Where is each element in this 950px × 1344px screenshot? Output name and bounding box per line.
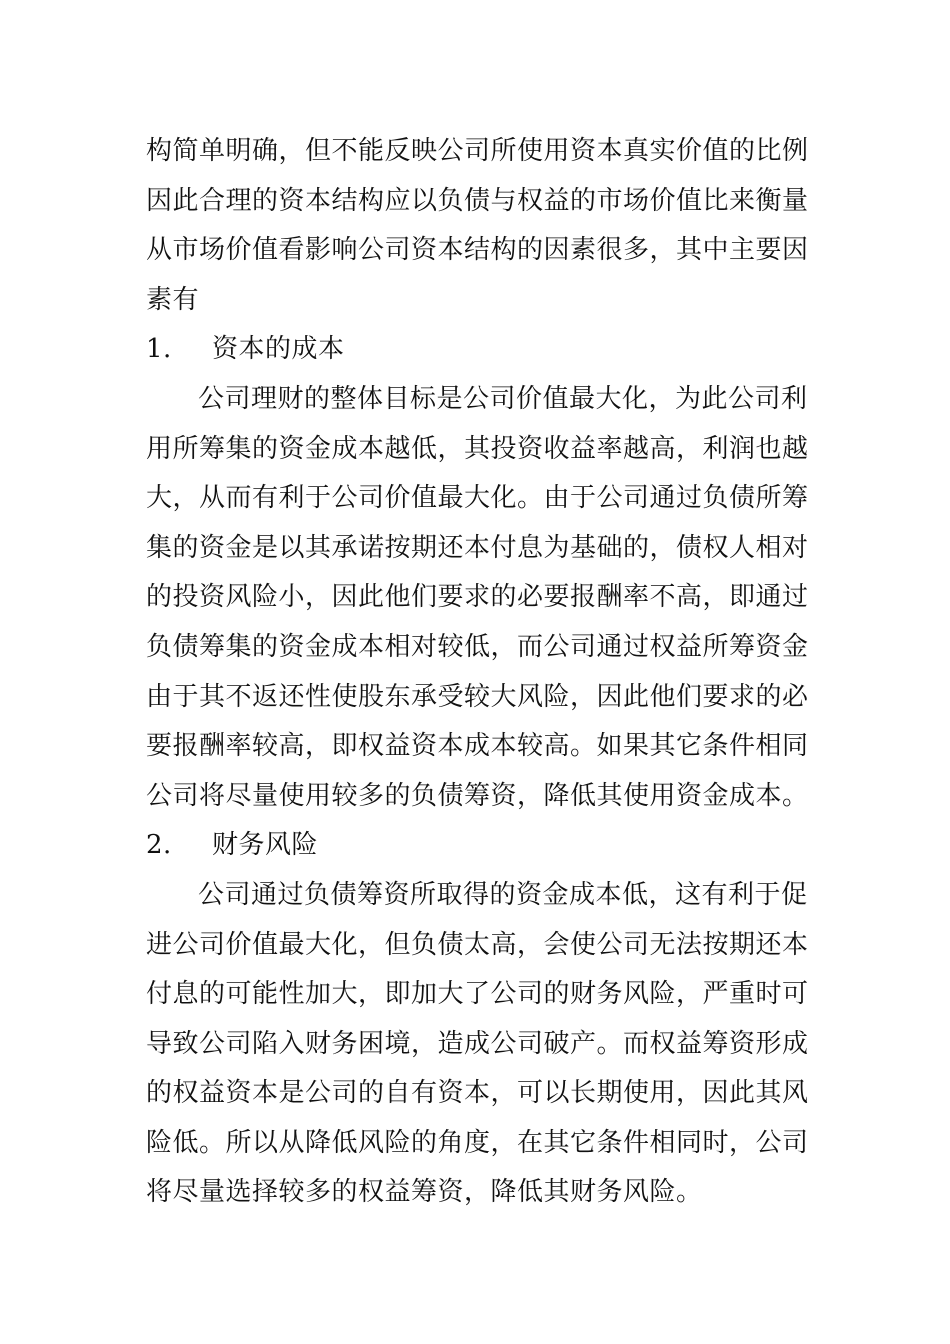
section-title: 财务风险: [212, 830, 319, 861]
paragraph-line: 要报酬率较高，即权益资本成本较高。如果其它条件相同: [146, 731, 809, 762]
paragraph-line: 公司理财的整体目标是公司价值最大化，为此公司利: [198, 383, 808, 414]
paragraph-line: 公司通过负债筹资所取得的资金成本低，这有利于促: [198, 879, 808, 910]
document-body: [146, 127, 811, 1218]
paragraph-line: 大，从而有利于公司价值最大化。由于公司通过负债所筹: [146, 483, 809, 514]
paragraph-line: 由于其不返还性使股东承受较大风险，因此他们要求的必: [146, 681, 809, 712]
paragraph-line: 将尽量选择较多的权益筹资，降低其财务风险。: [146, 1177, 703, 1208]
paragraph-line: 从市场价值看影响公司资本结构的因素很多，其中主要因: [146, 235, 809, 266]
section-title: 资本的成本: [212, 334, 345, 365]
paragraph-line: 险低。所以从降低风险的角度，在其它条件相同时，公司: [146, 1127, 809, 1158]
section-number: 1.: [146, 334, 172, 365]
paragraph-line: 用所筹集的资金成本越低，其投资收益率越高，利润也越: [146, 433, 809, 464]
section-heading-2: [146, 821, 811, 871]
paragraph-line: 负债筹集的资金成本相对较低，而公司通过权益所筹资金: [146, 631, 809, 662]
paragraph-line: 集的资金是以其承诺按期还本付息为基础的，债权人相对: [146, 532, 809, 563]
paragraph-line: 的投资风险小，因此他们要求的必要报酬率不高，即通过: [146, 582, 809, 613]
paragraph-line: 的权益资本是公司的自有资本，可以长期使用，因此其风: [146, 1078, 809, 1109]
paragraph-line: 公司将尽量使用较多的负债筹资，降低其使用资金成本。: [146, 780, 809, 811]
paragraph-line: 素有: [146, 284, 200, 315]
paragraph-line: 进公司价值最大化，但负债太高，会使公司无法按期还本: [146, 929, 809, 960]
paragraph-line: 付息的可能性加大，即加大了公司的财务风险，严重时可: [146, 979, 809, 1010]
paragraph-line: 构简单明确，但不能反映公司所使用资本真实价值的比例: [146, 136, 809, 166]
section-number: 2.: [146, 830, 172, 861]
paragraph-line: 因此合理的资本结构应以负债与权益的市场价值比来衡量: [146, 185, 809, 216]
section-heading-1: [146, 325, 811, 375]
paragraph-line: 导致公司陷入财务困境，造成公司破产。而权益筹资形成: [146, 1028, 809, 1059]
